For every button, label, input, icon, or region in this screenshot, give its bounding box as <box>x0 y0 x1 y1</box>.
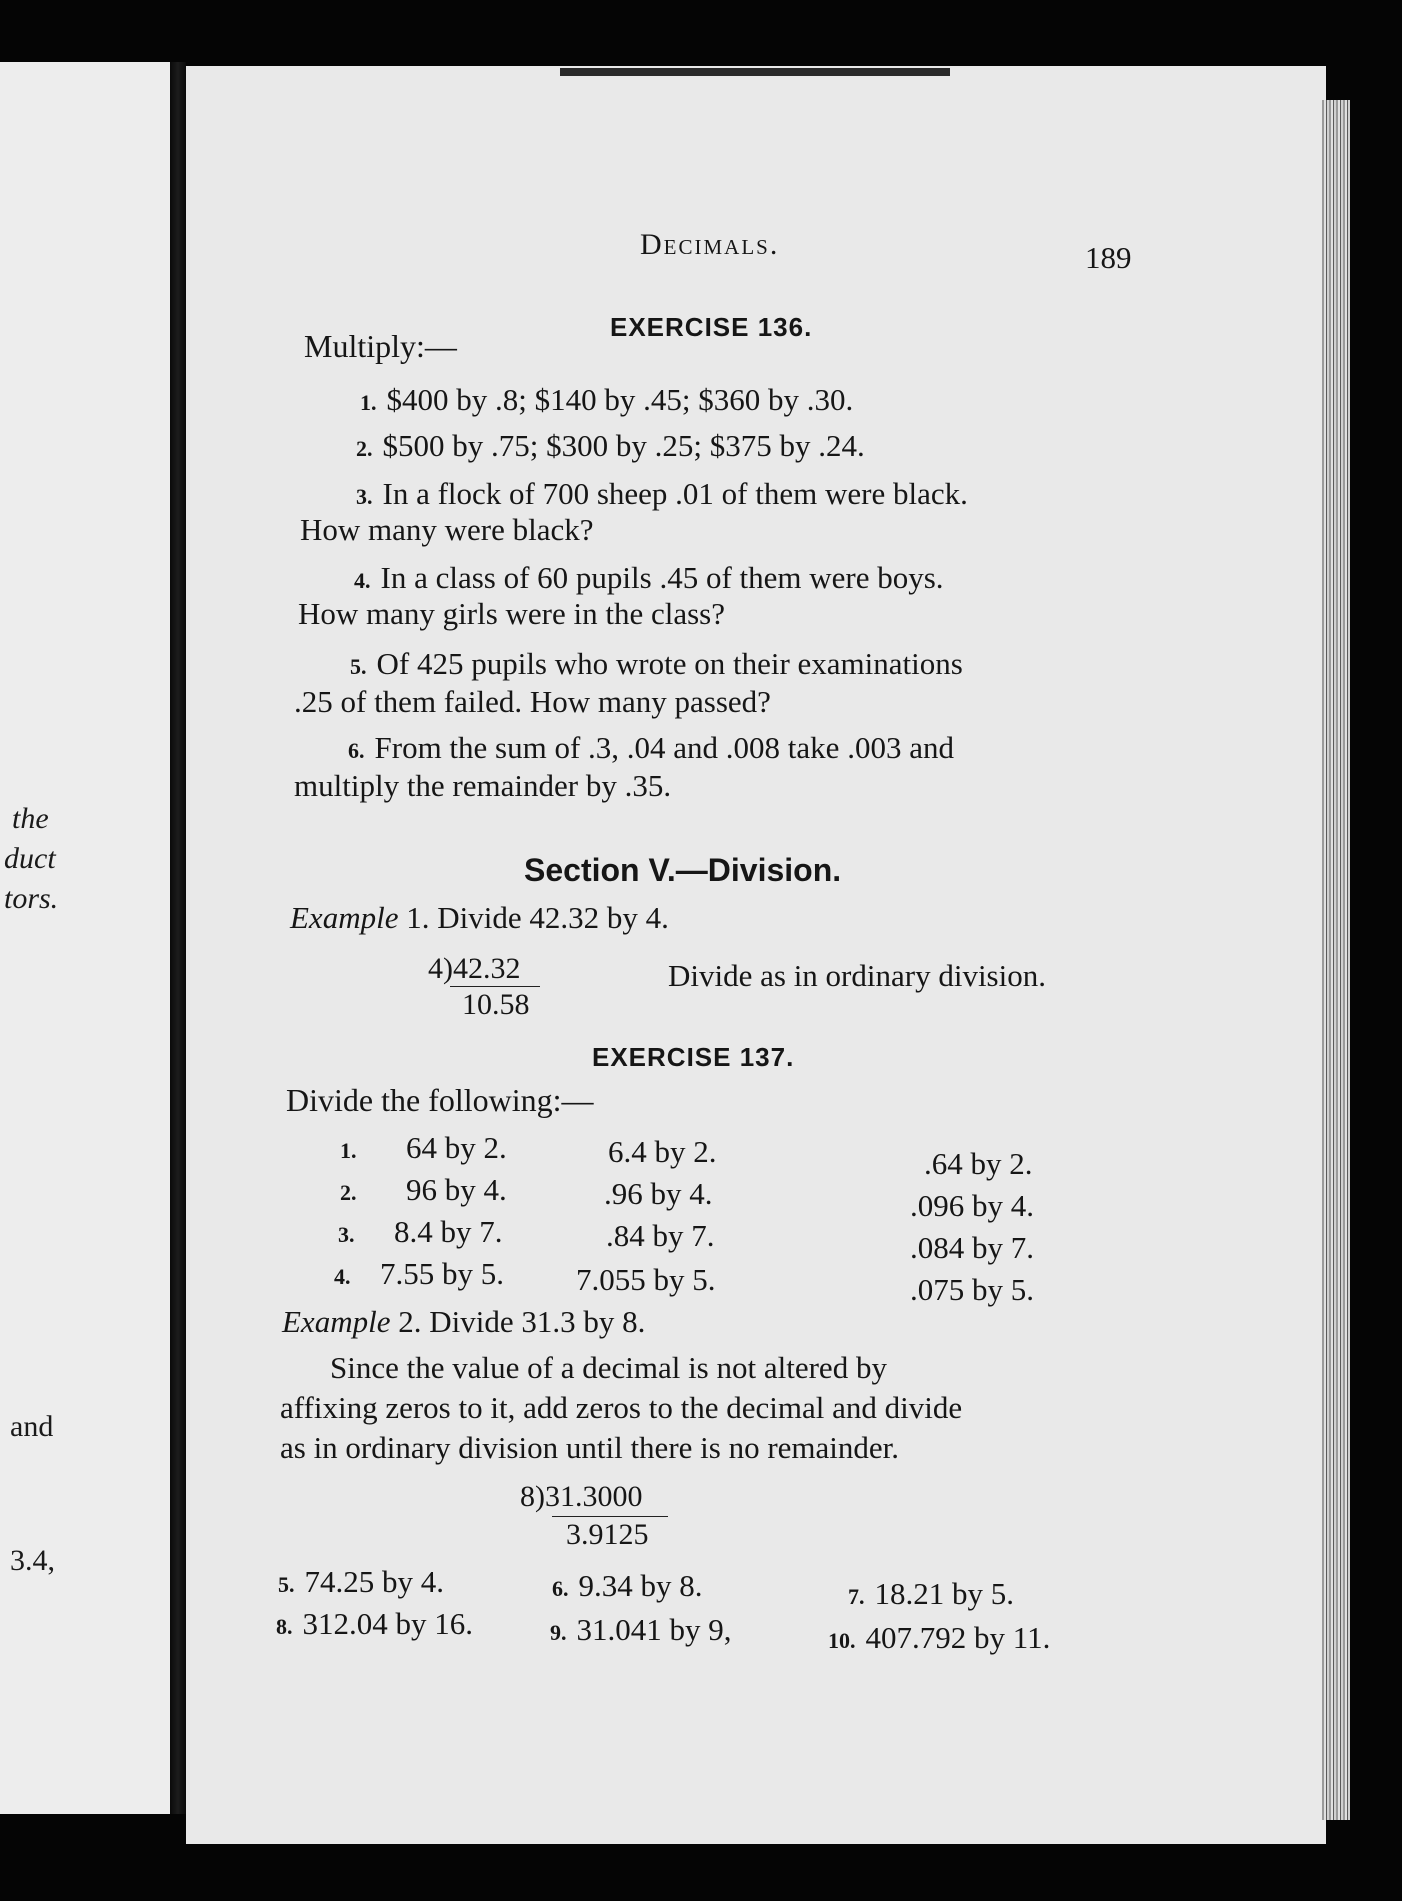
page-number: 189 <box>1085 240 1132 275</box>
item-number: 1. <box>360 390 377 415</box>
row-col-c: .64 by 2. <box>924 1146 1033 1181</box>
item-text-continued: How many girls were in the class? <box>298 596 725 631</box>
example-paragraph-line: as in ordinary division until there is no remainder. <box>280 1430 900 1465</box>
left-fragment-text: 3.4, <box>10 1544 55 1577</box>
example-text: 2. Divide 31.3 by 8. <box>398 1304 646 1339</box>
item-text: 18.21 by 5. <box>874 1576 1014 1611</box>
item-number: 10. <box>828 1628 856 1653</box>
division-work-top: 4)42.32 <box>428 952 521 985</box>
row-number: 1. <box>340 1138 357 1163</box>
item-text: 31.041 by 9, <box>576 1612 732 1647</box>
row-number: 3. <box>338 1222 355 1247</box>
row-col-a: 64 by 2. <box>406 1130 507 1165</box>
item-text: $500 by .75; $300 by .25; $375 by .24. <box>382 428 865 463</box>
item-text: In a flock of 700 sheep .01 of them were black. <box>382 476 968 511</box>
item-text-continued: .25 of them failed. How many passed? <box>294 684 771 719</box>
page-edges <box>1322 100 1350 1820</box>
example-text: 1. Divide 42.32 by 4. <box>406 900 669 935</box>
exercise-137-heading: EXERCISE 137. <box>592 1042 795 1072</box>
scan-shadow-mark <box>560 68 950 76</box>
running-head: Decimals. <box>640 228 780 261</box>
row-number: 4. <box>334 1264 351 1289</box>
row-number: 2. <box>340 1180 357 1205</box>
item-text: 9.34 by 8. <box>578 1568 703 1603</box>
item-number: 7. <box>848 1584 865 1609</box>
item-number: 4. <box>354 568 371 593</box>
exercise-137-instruction: Divide the following:— <box>286 1082 594 1118</box>
row-col-c: .096 by 4. <box>910 1188 1034 1223</box>
item-number: 6. <box>348 738 365 763</box>
item-text: 407.792 by 11. <box>865 1620 1051 1655</box>
row-col-b: 6.4 by 2. <box>608 1134 717 1169</box>
item-number: 2. <box>356 436 373 461</box>
row-col-c: .075 by 5. <box>910 1272 1034 1307</box>
row-col-b: .96 by 4. <box>604 1176 713 1211</box>
example-paragraph-line: affixing zeros to it, add zeros to the decimal and divide <box>280 1390 963 1425</box>
item-text: 312.04 by 16. <box>302 1606 473 1641</box>
example-paragraph-line: Since the value of a decimal is not altered by <box>330 1350 887 1385</box>
item-text: Of 425 pupils who wrote on their examinations <box>376 646 963 681</box>
section-heading: Section V.—Division. <box>524 852 842 888</box>
item-text-continued: How many were black? <box>300 512 594 547</box>
row-col-b: .84 by 7. <box>606 1218 715 1253</box>
item-text: $400 by .8; $140 by .45; $360 by .30. <box>386 382 854 417</box>
item-number: 5. <box>350 654 367 679</box>
division-rule <box>552 1516 668 1517</box>
exercise-136-instruction: Multiply:— <box>304 328 457 364</box>
row-col-b: 7.055 by 5. <box>576 1262 716 1297</box>
division-rule <box>450 986 540 987</box>
row-col-a: 8.4 by 7. <box>394 1214 503 1249</box>
division-work-result: 10.58 <box>462 988 530 1021</box>
left-fragment-text: tors. <box>4 882 59 915</box>
division-work-result: 3.9125 <box>566 1518 649 1551</box>
exercise-136-heading: EXERCISE 136. <box>610 312 813 342</box>
row-col-a: 7.55 by 5. <box>380 1256 504 1291</box>
left-fragment-text: duct <box>4 842 56 875</box>
item-number: 3. <box>356 484 373 509</box>
book-spine <box>170 62 186 1814</box>
row-col-a: 96 by 4. <box>406 1172 507 1207</box>
item-text-continued: multiply the remainder by .35. <box>294 768 672 803</box>
item-text: In a class of 60 pupils .45 of them were boys. <box>380 560 944 595</box>
item-number: 9. <box>550 1620 567 1645</box>
left-fragment-text: and <box>10 1410 54 1443</box>
row-col-c: .084 by 7. <box>910 1230 1034 1265</box>
item-number: 8. <box>276 1614 293 1639</box>
item-number: 6. <box>552 1576 569 1601</box>
division-work-top: 8)31.3000 <box>520 1480 643 1513</box>
item-text: 74.25 by 4. <box>304 1564 444 1599</box>
example-label: Example <box>282 1304 391 1339</box>
left-fragment-text: the <box>12 802 49 835</box>
left-page-fragment <box>0 62 170 1814</box>
example-label: Example <box>290 900 399 935</box>
example-note: Divide as in ordinary division. <box>668 958 1046 993</box>
item-number: 5. <box>278 1572 295 1597</box>
item-text: From the sum of .3, .04 and .008 take .003 and <box>374 730 954 765</box>
